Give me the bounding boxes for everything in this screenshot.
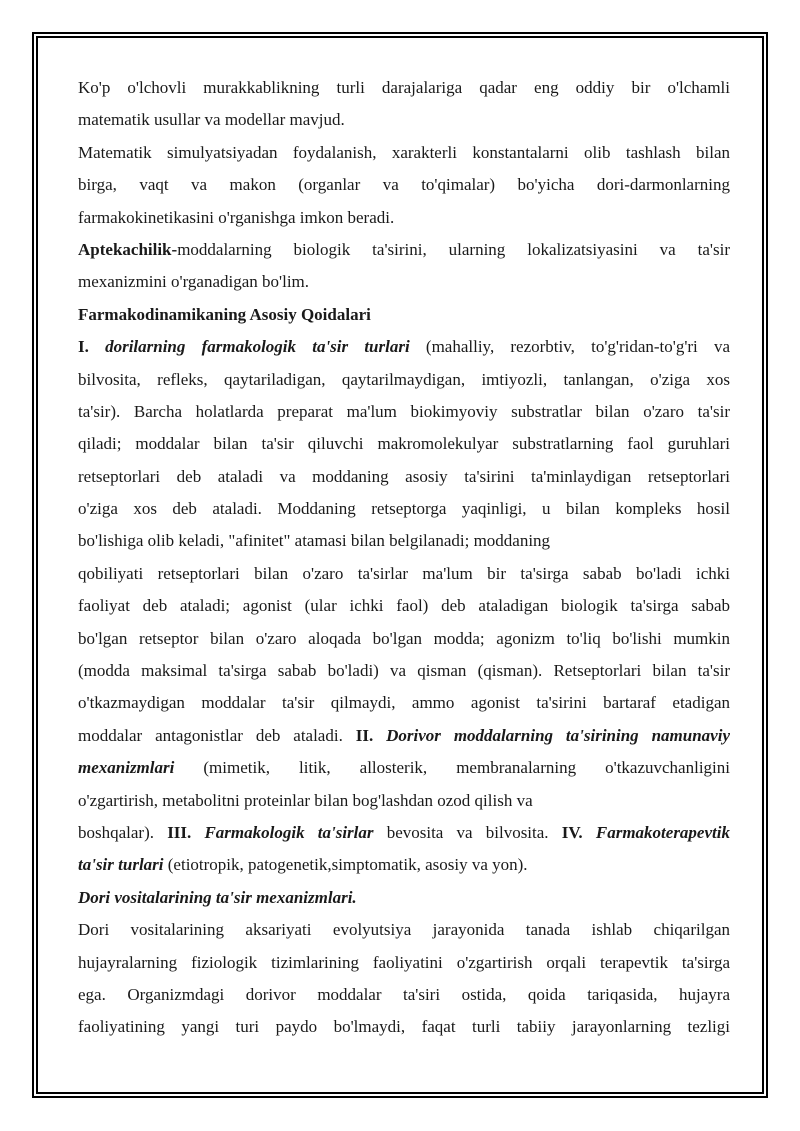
text-line	[78, 72, 730, 104]
text-segment: (etiotropik, patogenetik,simptomatik, asosiy va yon).	[163, 855, 528, 875]
text-line	[78, 428, 730, 460]
text-segment: Ko'p o'lchovli murakkablikning turli darajalariga qadar eng oddiy bir o'lchamli	[78, 78, 730, 97]
text-line	[78, 979, 730, 1011]
text-segment: I.	[78, 337, 106, 357]
text-segment: Dorivor moddalarning ta'sirining namunaviy	[386, 725, 730, 745]
text-segment: ta'sir). Barcha holatlarda preparat ma'lum biokimyoviy substratlar bilan o'zaro ta'sir	[78, 401, 730, 421]
text-line	[78, 493, 730, 525]
text-segment: faoliyatining yangi turi paydo bo'lmaydi, faqat turli tabiiy jarayonlarning tezligi	[78, 1017, 730, 1037]
text-line	[78, 1011, 730, 1043]
text-line	[78, 299, 730, 331]
text-segment: dorilarning farmakologik ta'sir turlari	[105, 337, 410, 357]
text-segment: o'zgartirish, metabolitni proteinlar bilan bog'lashdan ozod qilish va	[78, 790, 533, 810]
text-line	[78, 202, 730, 234]
text-segment: Matematik simulyatsiyadan foydalanish, xarakterli konstantalarni olib tashlash bilan	[78, 142, 730, 162]
text-segment: II.	[355, 725, 387, 745]
text-segment: o'tkazmaydigan moddalar ta'sir qilmaydi, ammo agonist ta'sirini bartaraf etadigan	[78, 693, 730, 713]
text-segment: Farmakologik ta'sirlar	[204, 822, 374, 842]
text-segment: mexanizmini o'rganadigan bo'lim.	[78, 272, 310, 292]
text-segment: Dori vositalarining aksariyati evolyutsiya jarayonida tanada ishlab chiqarilgan	[78, 920, 730, 940]
text-segment: (modda maksimal ta'sirga sabab bo'ladi) va qisman (qisman). Retseptorlari bilan ta'sir	[78, 661, 730, 681]
document-body	[78, 72, 730, 1044]
text-line	[78, 169, 730, 201]
text-segment: boshqalar).	[78, 822, 168, 842]
text-line	[78, 623, 730, 655]
text-line	[78, 914, 730, 946]
text-line	[78, 947, 730, 979]
text-segment: Farmakoterapevtik	[595, 822, 730, 842]
text-segment: retseptorlari deb ataladi va moddaning asosiy ta'sirini ta'minlaydigan retseptorlari	[78, 466, 730, 486]
text-segment: bilvosita, refleks, qaytariladigan, qaytarilmaydigan, imtiyozli, tanlangan, o'ziga xos	[78, 369, 730, 389]
text-segment: Farmakodinamikaning Asosiy Qoidalari	[78, 304, 371, 324]
text-segment: moddalar antagonistlar deb ataladi.	[78, 725, 356, 745]
text-segment: matematik usullar va modellar mavjud.	[78, 110, 345, 130]
text-line	[78, 558, 730, 590]
text-line	[78, 364, 730, 396]
text-line	[78, 234, 730, 266]
text-segment: hujayralarning fiziologik tizimlarining faoliyatini o'zgartirish orqali terapevtik ta'sirga	[78, 952, 730, 972]
text-line	[78, 720, 730, 752]
text-segment: birga, vaqt va makon (organlar va to'qimalar) bo'yicha dori-darmonlarning	[78, 175, 730, 195]
text-segment: III.	[167, 822, 205, 842]
text-line	[78, 752, 730, 784]
text-line	[78, 266, 730, 298]
text-segment: Aptekachilik-	[78, 239, 178, 259]
text-segment: bevosita va bilvosita.	[373, 822, 562, 842]
text-segment: o'ziga xos deb ataladi. Moddaning retseptorga yaqinligi, u bilan kompleks hosil	[78, 499, 730, 519]
text-segment: moddalarning biologik ta'sirini, ularning lokalizatsiyasini va ta'sir	[177, 239, 730, 259]
text-line	[78, 104, 730, 136]
text-line	[78, 849, 730, 881]
text-line	[78, 461, 730, 493]
text-segment: ta'sir turlari	[78, 855, 164, 875]
text-segment: qobiliyati retseptorlari bilan o'zaro ta'sirlar ma'lum bir ta'sirga sabab bo'ladi ichki	[78, 563, 730, 583]
text-segment: bo'lgan retseptor bilan o'zaro aloqada bo'lgan modda; agonizm to'liq bo'lishi mumkin	[78, 628, 730, 648]
text-segment: (mimetik, litik, allosterik, membranalarning o'tkazuvchanligini	[174, 758, 730, 778]
text-segment: IV.	[561, 822, 596, 842]
text-line	[78, 137, 730, 169]
text-segment: qiladi; moddalar bilan ta'sir qiluvchi makromolekulyar substratlarning faol guruhlari	[78, 434, 730, 454]
text-line	[78, 525, 730, 557]
text-line	[78, 590, 730, 622]
text-segment: (mahalliy, rezorbtiv, to'g'ridan-to'g'ri va	[409, 337, 730, 357]
text-segment: mexanizmlari	[78, 758, 175, 778]
text-segment: Dori vositalarining ta'sir mexanizmlari.	[78, 887, 357, 907]
text-line	[78, 331, 730, 363]
text-line	[78, 655, 730, 687]
text-line	[78, 817, 730, 849]
text-line	[78, 396, 730, 428]
text-segment: farmakokinetikasini o'rganishga imkon beradi.	[78, 207, 395, 227]
text-segment: faoliyat deb ataladi; agonist (ular ichki faol) deb ataladigan biologik ta'sirga sabab	[78, 596, 730, 616]
text-segment: ega. Organizmdagi dorivor moddalar ta'siri ostida, qoida tariqasida, hujayra	[78, 984, 730, 1004]
text-line	[78, 882, 730, 914]
text-segment: bo'lishiga olib keladi, "afinitet" atamasi bilan belgilanadi; moddaning	[78, 531, 551, 551]
text-line	[78, 687, 730, 719]
text-line	[78, 785, 730, 817]
